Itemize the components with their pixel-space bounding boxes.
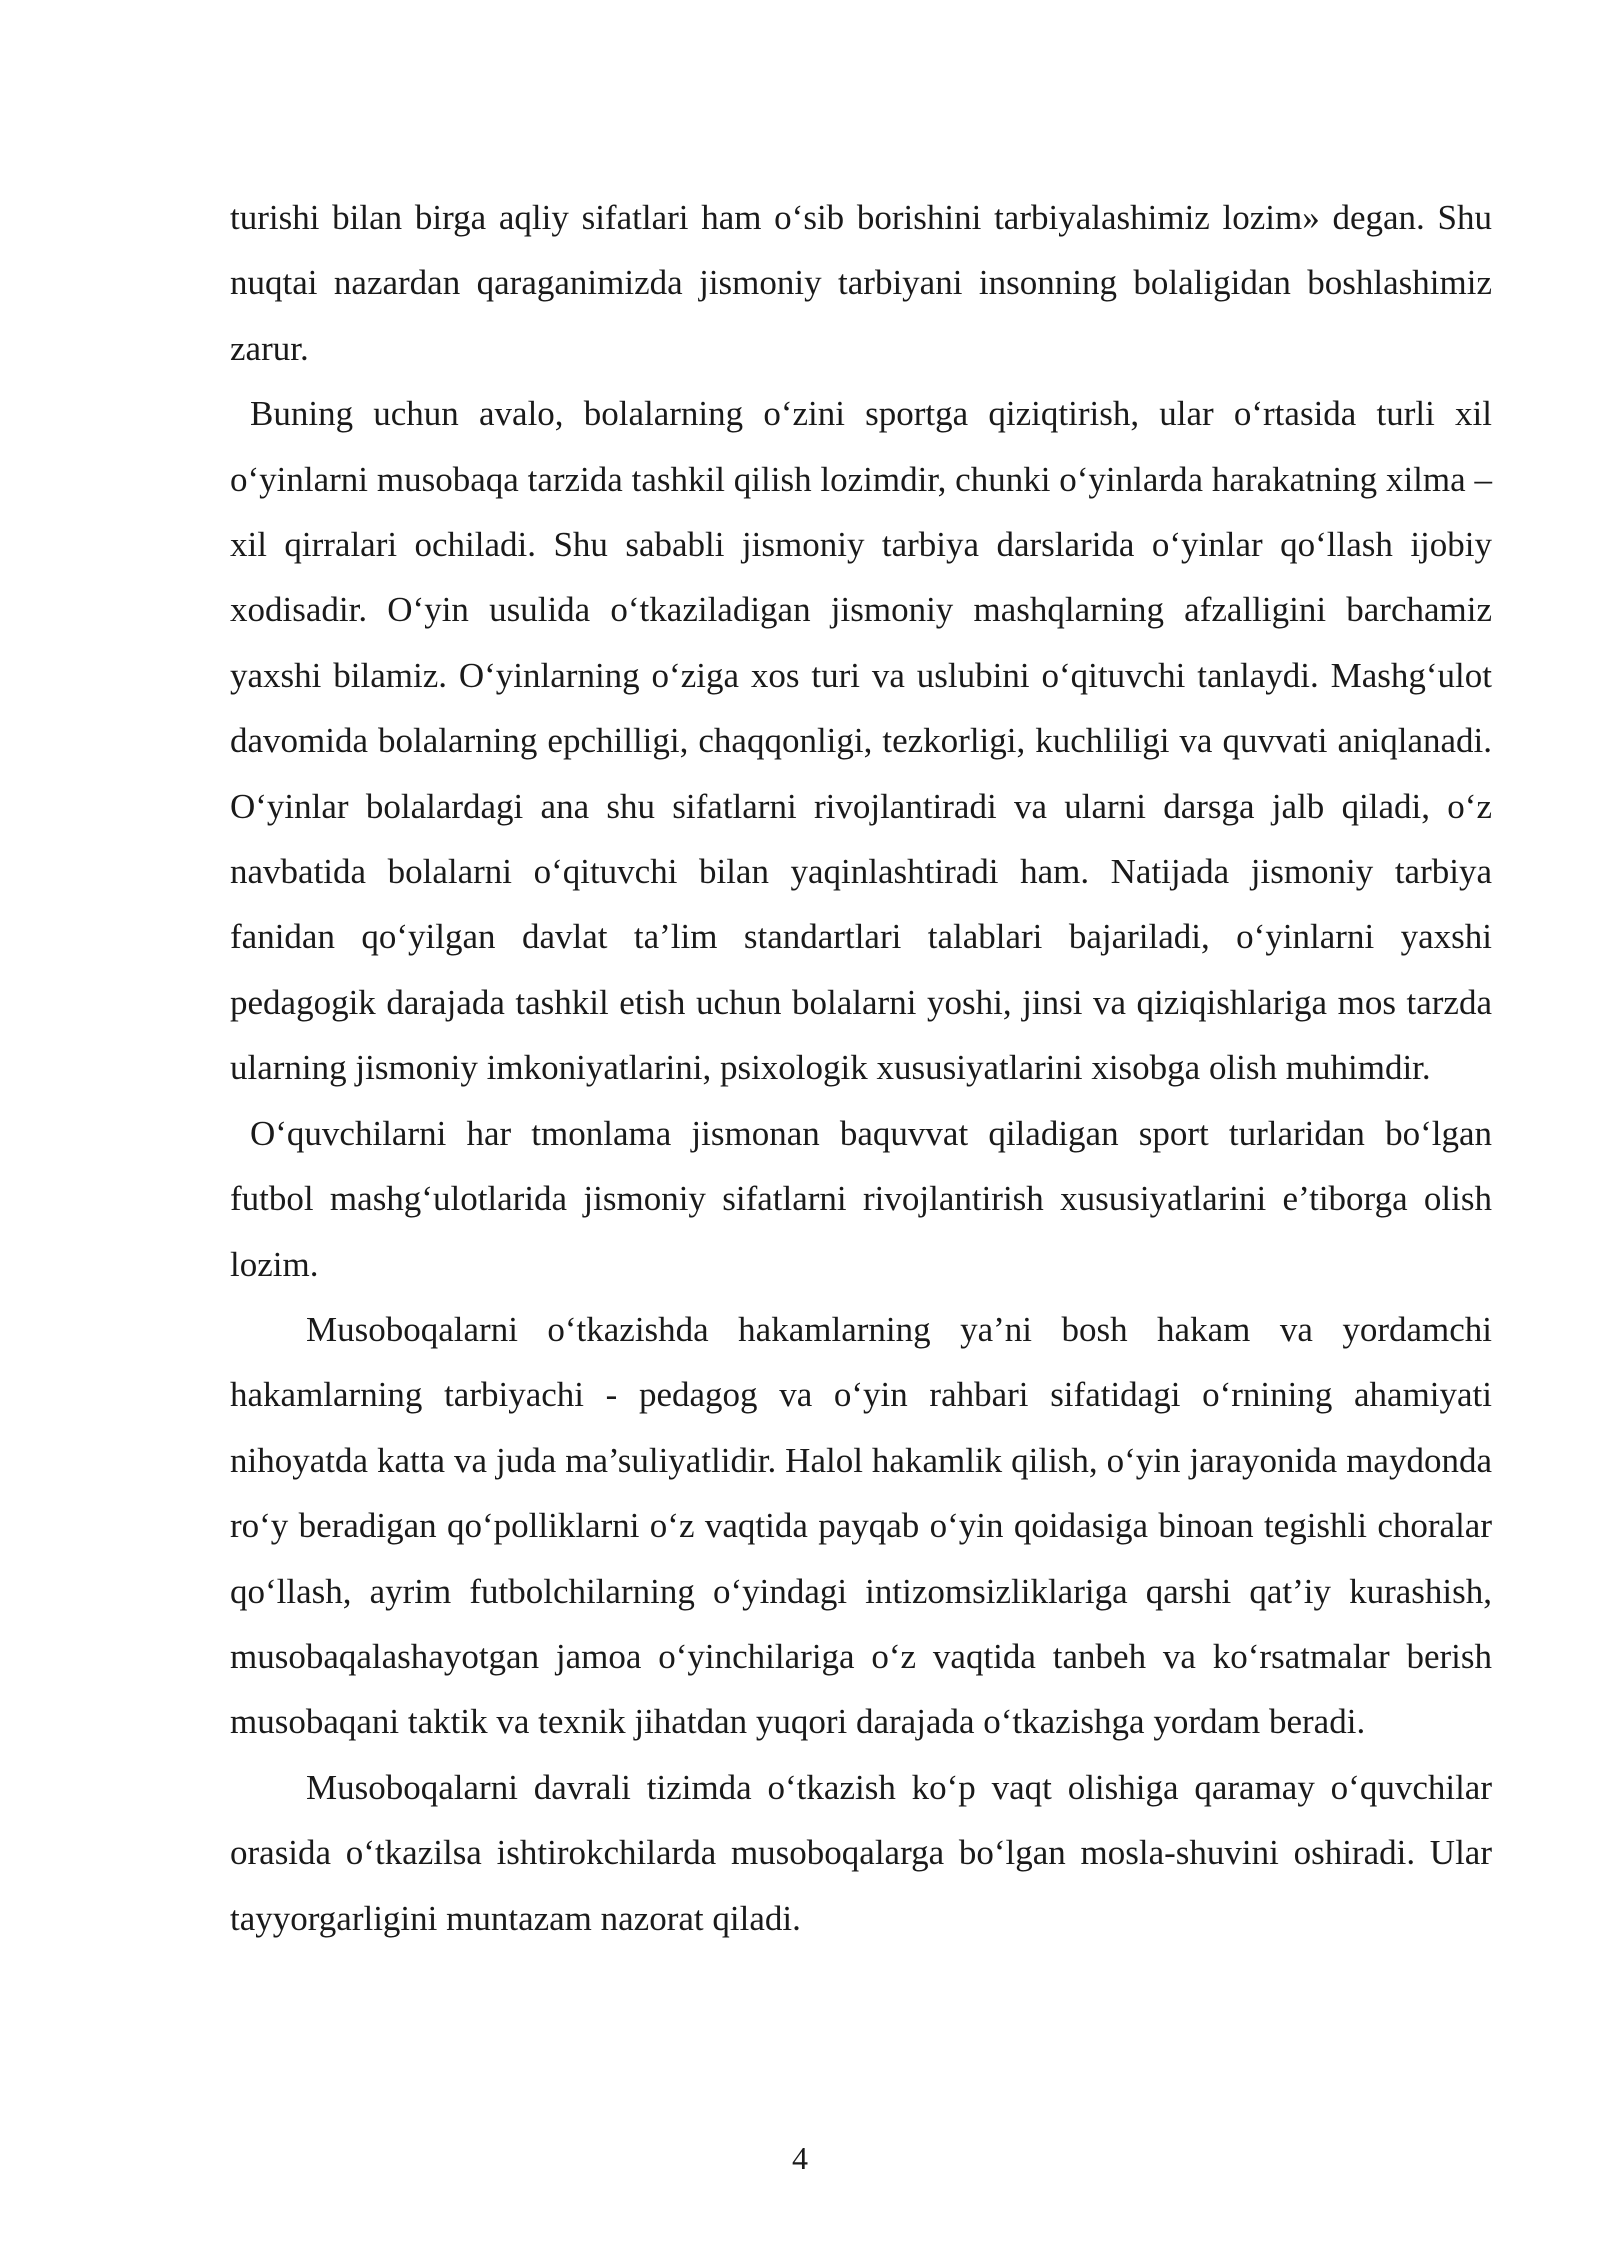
document-body [230,185,1492,1951]
page-number: 4 [792,2140,808,2176]
paragraph-referees: Musoboqalarni o‘tkazishda hakamlarning ya’ni bosh hakam va yordamchi hakamlarning tarbiyachi - pedagog va o‘yin rahbari sifatidagi o‘rnining ahamiyati nihoyatda katta va juda ma’suliyatlidir. Halol hakamlik qilish, o‘yin jarayonida maydonda ro‘y beradigan qo‘polliklarni o‘z vaqtida payqab o‘yin qoidasiga binoan tegishli choralar qo‘llash, ayrim futbolchilarning o‘yindagi intizomsizliklariga qarshi qat’iy kurashish, musobaqalashayotgan jamoa o‘yinchilariga o‘z vaqtida tanbeh va ko‘rsatmalar berish musobaqani taktik va texnik jihatdan yuqori darajada o‘tkazishga yordam beradi. [230,1309,1492,1742]
paragraph-round-robin: Musoboqalarni davrali tizimda o‘tkazish ko‘p vaqt olishiga qaramay o‘quvchilar orasida o‘tkazilsa ishtirokchilarda musoboqalarga bo‘lgan mosla-shuvini oshiradi. Ular tayyorgarligini muntazam nazorat qiladi. [230,1767,1492,1938]
paragraph-games-benefits: Buning uchun avalo, bolalarning o‘zini sportga qiziqtirish, ular o‘rtasida turli xil o‘yinlarni musobaqa tarzida tashkil qilish lozimdir, chunki o‘yinlarda harakatning xilma – xil qirralari ochiladi. Shu sababli jismoniy tarbiya darslarida o‘yinlar qo‘llash ijobiy xodisadir. O‘yin usulida o‘tkaziladigan jismoniy mashqlarning afzalligini barchamiz yaxshi bilamiz. O‘yinlarning o‘ziga xos turi va uslubini o‘qituvchi tanlaydi. Mashg‘ulot davomida bolalarning epchilligi, chaqqonligi, tezkorligi, kuchliligi va quvvati aniqlanadi. O‘yinlar bolalardagi ana shu sifatlarni rivojlantiradi va ularni darsga jalb qiladi, o‘z navbatida bolalarni o‘qituvchi bilan yaqinlashtiradi ham. Natijada jismoniy tarbiya fanidan qo‘yilgan davlat ta’lim standartlari talablari bajariladi, o‘yinlarni yaxshi pedagogik darajada tashkil etish uchun bolalarni yoshi, jinsi va qiziqishlariga mos tarzda ularning jismoniy imkoniyatlarini, psixologik xususiyatlarini xisobga olish muhimdir. [230,394,1492,1088]
paragraph-continuation: turishi bilan birga aqliy sifatlari ham o‘sib borishini tarbiyalashimiz lozim» degan. Shu nuqtai nazardan qaraganimizda jismoniy tarbiyani insonning bolaligidan boshlashimiz zarur. [230,198,1492,368]
paragraph-football-training: O‘quvchilarni har tmonlama jismonan baquvvat qiladigan sport turlaridan bo‘lgan futbol mashg‘ulotlarida jismoniy sifatlarni rivojlantirish xususiyatlarini e’tiborga olish lozim. [230,1113,1492,1284]
